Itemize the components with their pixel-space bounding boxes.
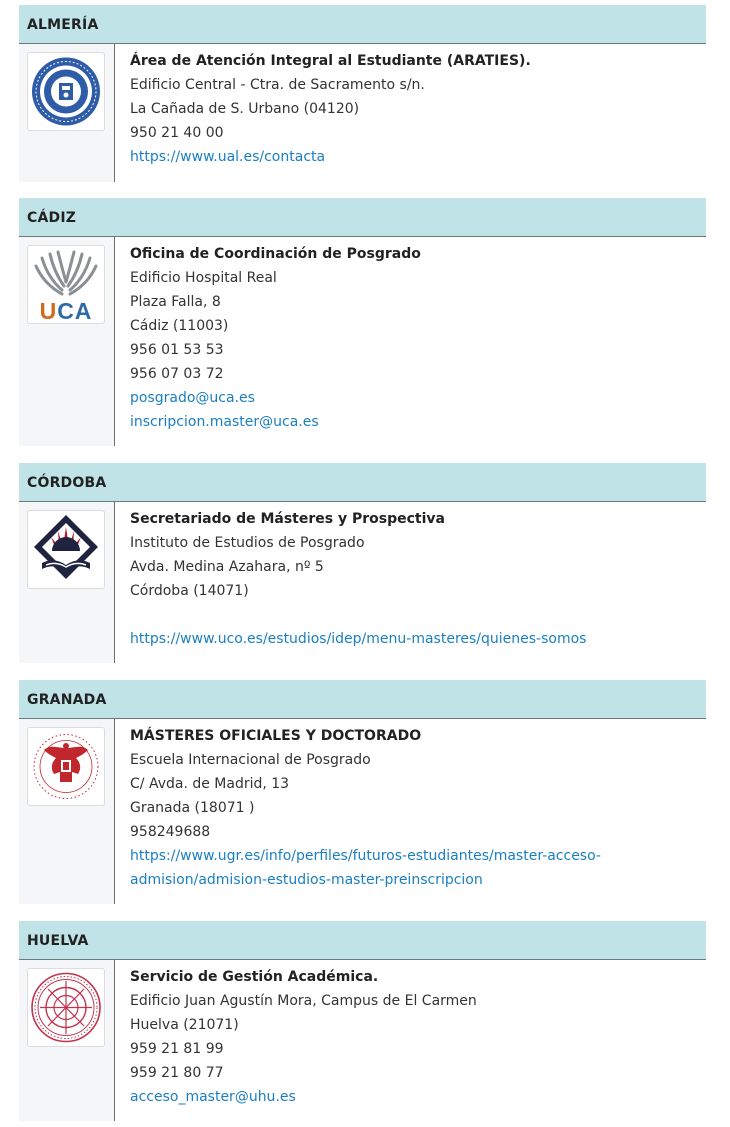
logo-column bbox=[19, 237, 115, 446]
website-link[interactable]: admision/admision-estudios-master-preinscripcion bbox=[130, 872, 483, 888]
spacer bbox=[130, 603, 706, 627]
region-header: ALMERÍA bbox=[19, 5, 706, 44]
contact-info bbox=[130, 242, 706, 434]
university-card-cordoba bbox=[19, 463, 706, 663]
logo-column bbox=[19, 502, 115, 663]
address-line: Cádiz (11003) bbox=[130, 318, 229, 334]
university-card-almeria bbox=[19, 5, 706, 182]
email-link[interactable]: posgrado@uca.es bbox=[130, 390, 255, 406]
address-line: Instituto de Estudios de Posgrado bbox=[130, 535, 365, 551]
ual-seal-icon bbox=[27, 52, 105, 131]
contact-info bbox=[130, 724, 706, 892]
logo-column bbox=[19, 44, 115, 182]
address-line: Edificio Juan Agustín Mora, Campus de El Carmen bbox=[130, 993, 477, 1009]
phone-number: 959 21 81 99 bbox=[130, 1041, 224, 1057]
contact-info bbox=[130, 965, 706, 1109]
region-header: HUELVA bbox=[19, 921, 706, 960]
contact-info bbox=[130, 507, 706, 651]
university-card-cadiz bbox=[19, 198, 706, 446]
office-title: Secretariado de Másteres y Prospectiva bbox=[130, 511, 445, 527]
svg-text:UCA: UCA bbox=[39, 298, 93, 323]
address-line: La Cañada de S. Urbano (04120) bbox=[130, 101, 360, 117]
address-line: Huelva (21071) bbox=[130, 1017, 239, 1033]
email-link[interactable]: inscripcion.master@uca.es bbox=[130, 414, 319, 430]
phone-number: 956 01 53 53 bbox=[130, 342, 224, 358]
region-header: CÁDIZ bbox=[19, 198, 706, 237]
region-header: CÓRDOBA bbox=[19, 463, 706, 502]
website-link[interactable]: https://www.uco.es/estudios/idep/menu-masteres/quienes-somos bbox=[130, 631, 587, 647]
address-line: C/ Avda. de Madrid, 13 bbox=[130, 776, 290, 792]
address-line: Granada (18071 ) bbox=[130, 800, 255, 816]
office-title: MÁSTERES OFICIALES Y DOCTORADO bbox=[130, 728, 422, 744]
contact-info bbox=[130, 49, 706, 169]
website-link[interactable]: https://www.ual.es/contacta bbox=[130, 149, 326, 165]
phone-number: 958249688 bbox=[130, 824, 211, 840]
logo-column bbox=[19, 719, 115, 904]
university-card-granada bbox=[19, 680, 706, 904]
address-line: Edificio Central - Ctra. de Sacramento s/n. bbox=[130, 77, 425, 93]
address-line: Avda. Medina Azahara, nº 5 bbox=[130, 559, 324, 575]
ugr-seal-icon bbox=[27, 727, 105, 806]
address-line: Escuela Internacional de Posgrado bbox=[130, 752, 371, 768]
address-line: Edificio Hospital Real bbox=[130, 270, 277, 286]
email-link[interactable]: acceso_master@uhu.es bbox=[130, 1089, 296, 1105]
office-title: Área de Atención Integral al Estudiante (ARATIES). bbox=[130, 53, 531, 69]
uhu-seal-icon bbox=[27, 968, 105, 1047]
phone-number: 959 21 80 77 bbox=[130, 1065, 224, 1081]
address-line: Córdoba (14071) bbox=[130, 583, 249, 599]
logo-column bbox=[19, 960, 115, 1121]
uca-logo-icon bbox=[27, 245, 105, 324]
office-title: Servicio de Gestión Académica. bbox=[130, 969, 379, 985]
phone-number: 950 21 40 00 bbox=[130, 125, 224, 141]
address-line: Plaza Falla, 8 bbox=[130, 294, 221, 310]
website-link[interactable]: https://www.ugr.es/info/perfiles/futuros-estudiantes/master-acceso- bbox=[130, 848, 601, 864]
region-header: GRANADA bbox=[19, 680, 706, 719]
office-title: Oficina de Coordinación de Posgrado bbox=[130, 246, 421, 262]
phone-number: 956 07 03 72 bbox=[130, 366, 224, 382]
uco-shield-icon bbox=[27, 510, 105, 589]
university-card-huelva bbox=[19, 921, 706, 1121]
